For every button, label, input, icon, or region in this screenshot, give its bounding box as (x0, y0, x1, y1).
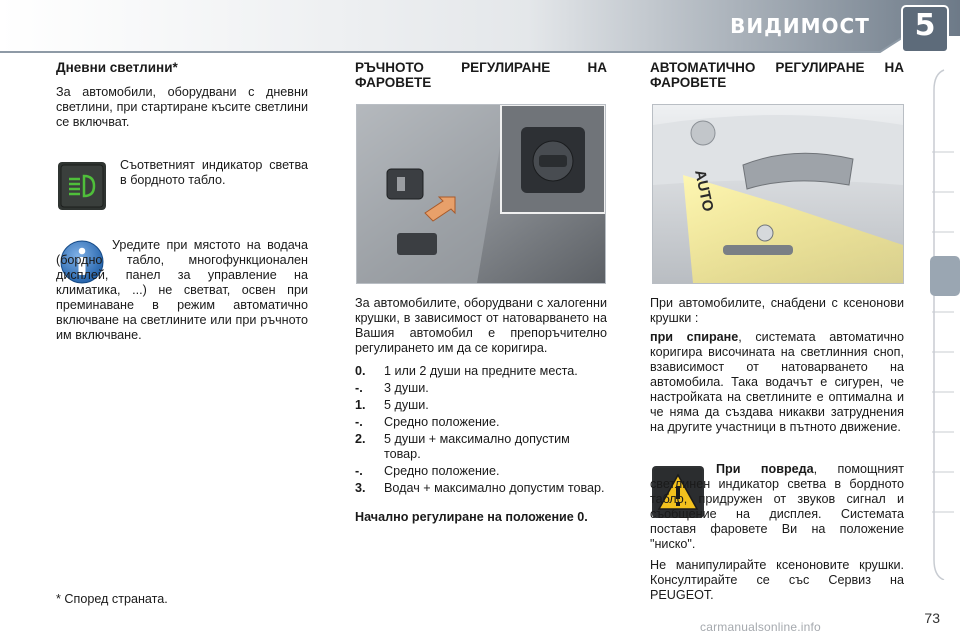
braking-label: при спиране (650, 330, 739, 344)
initial-setting-note: Начално регулиране на положение 0. (355, 510, 588, 524)
page-number: 73 (924, 610, 940, 626)
position-text: Средно положение. (384, 415, 500, 429)
load-positions-list (355, 364, 607, 496)
failure-paragraph (650, 462, 904, 552)
chapter-title: ВИДИМОСТ (730, 14, 870, 38)
braking-paragraph (650, 330, 904, 435)
position-text: Водач + максимално допустим товар. (384, 481, 605, 495)
indicator-note (120, 158, 308, 188)
position-text: Средно положение. (384, 464, 500, 478)
load-position-item (355, 432, 607, 462)
xenon-warning-text: Не манипулирайте ксеноновите крушки. Консултирайте се със Сервиз на PEUGEOT. (650, 558, 904, 602)
manual-adjustment-heading: РЪЧНОТО РЕГУЛИРАНЕ НА ФАРОВЕТЕ (355, 60, 607, 90)
load-position-item (355, 415, 607, 430)
chapter-number-badge: 5 (914, 8, 936, 43)
manual-adjustment-section (355, 60, 607, 90)
position-key: 1. (355, 398, 366, 412)
auto-adjustment-body (650, 296, 904, 435)
watermark: carmanualsonline.info (700, 620, 821, 634)
position-text: 5 души. (384, 398, 429, 412)
braking-text: , системата автоматично коригира височината на светлинния сноп, взависимост от натоварването на автомобила. Така водачът е сигурен, че настройката на светлините е оптимална и че няма да създава никакви затруднения на другите участници в пътното движение. (650, 330, 905, 434)
failure-label: При повреда (716, 462, 814, 476)
position-key: 2. (355, 432, 366, 446)
failure-note (650, 462, 904, 603)
load-position-item (355, 364, 607, 379)
dashboard-dial-photo (356, 104, 606, 284)
load-position-item (355, 381, 607, 396)
position-text: 1 или 2 души на предните места. (384, 364, 578, 378)
position-key: -. (355, 381, 363, 395)
auto-label: AUTO (691, 168, 717, 214)
chapter-tabs (924, 60, 960, 580)
footnote: * Според страната. (56, 592, 168, 606)
position-key: -. (355, 415, 363, 429)
auto-adjustment-section (650, 60, 904, 90)
manual-adjustment-intro: За автомобилите, оборудвани с халогенни крушки, в зависимост от натоварването на Вашия автомобил е препоръчително регулирането им да се коригира. (355, 296, 607, 355)
car-headlight-photo (652, 104, 904, 284)
auto-adjustment-intro: При автомобилите, снабдени с ксенонови крушки : (650, 296, 904, 325)
auto-adjustment-heading: АВТОМАТИЧНО РЕГУЛИРАНЕ НА ФАРОВЕТЕ (650, 60, 904, 90)
info-text: Уредите при мястото на водача (бордно табло, многофункционален дисплей, панел за управление на климатика, ...) не светват, освен при преминаване в режим автоматично включване на светлините или при ръчното им включване. (56, 238, 308, 342)
position-key: -. (355, 464, 363, 478)
active-chapter-tab (930, 256, 960, 296)
position-text: 5 души + максимално допустим товар. (384, 432, 570, 461)
daytime-lights-intro: За автомобили, оборудвани с дневни светлини, при стартиране късите светлини се включват. (56, 85, 308, 129)
load-position-item (355, 464, 607, 479)
position-key: 0. (355, 364, 366, 378)
load-position-item (355, 481, 607, 496)
daytime-lights-section (56, 60, 308, 130)
info-note (56, 238, 308, 343)
manual-adjustment-body (355, 296, 607, 525)
daytime-lights-heading: Дневни светлини* (56, 60, 178, 75)
position-key: 3. (355, 481, 366, 495)
daytime-lights-indicator-icon (58, 162, 106, 210)
position-text: 3 души. (384, 381, 429, 395)
failure-text: , помощният светлинен индикатор светва в бордното табло, придружен от звуков сигнал и съобщение на дисплея. Системата поставя фаровете Ви на положение "ниско". (650, 462, 904, 551)
load-position-item (355, 398, 607, 413)
indicator-text: Съответният индикатор светва в бордното табло. (120, 158, 308, 187)
